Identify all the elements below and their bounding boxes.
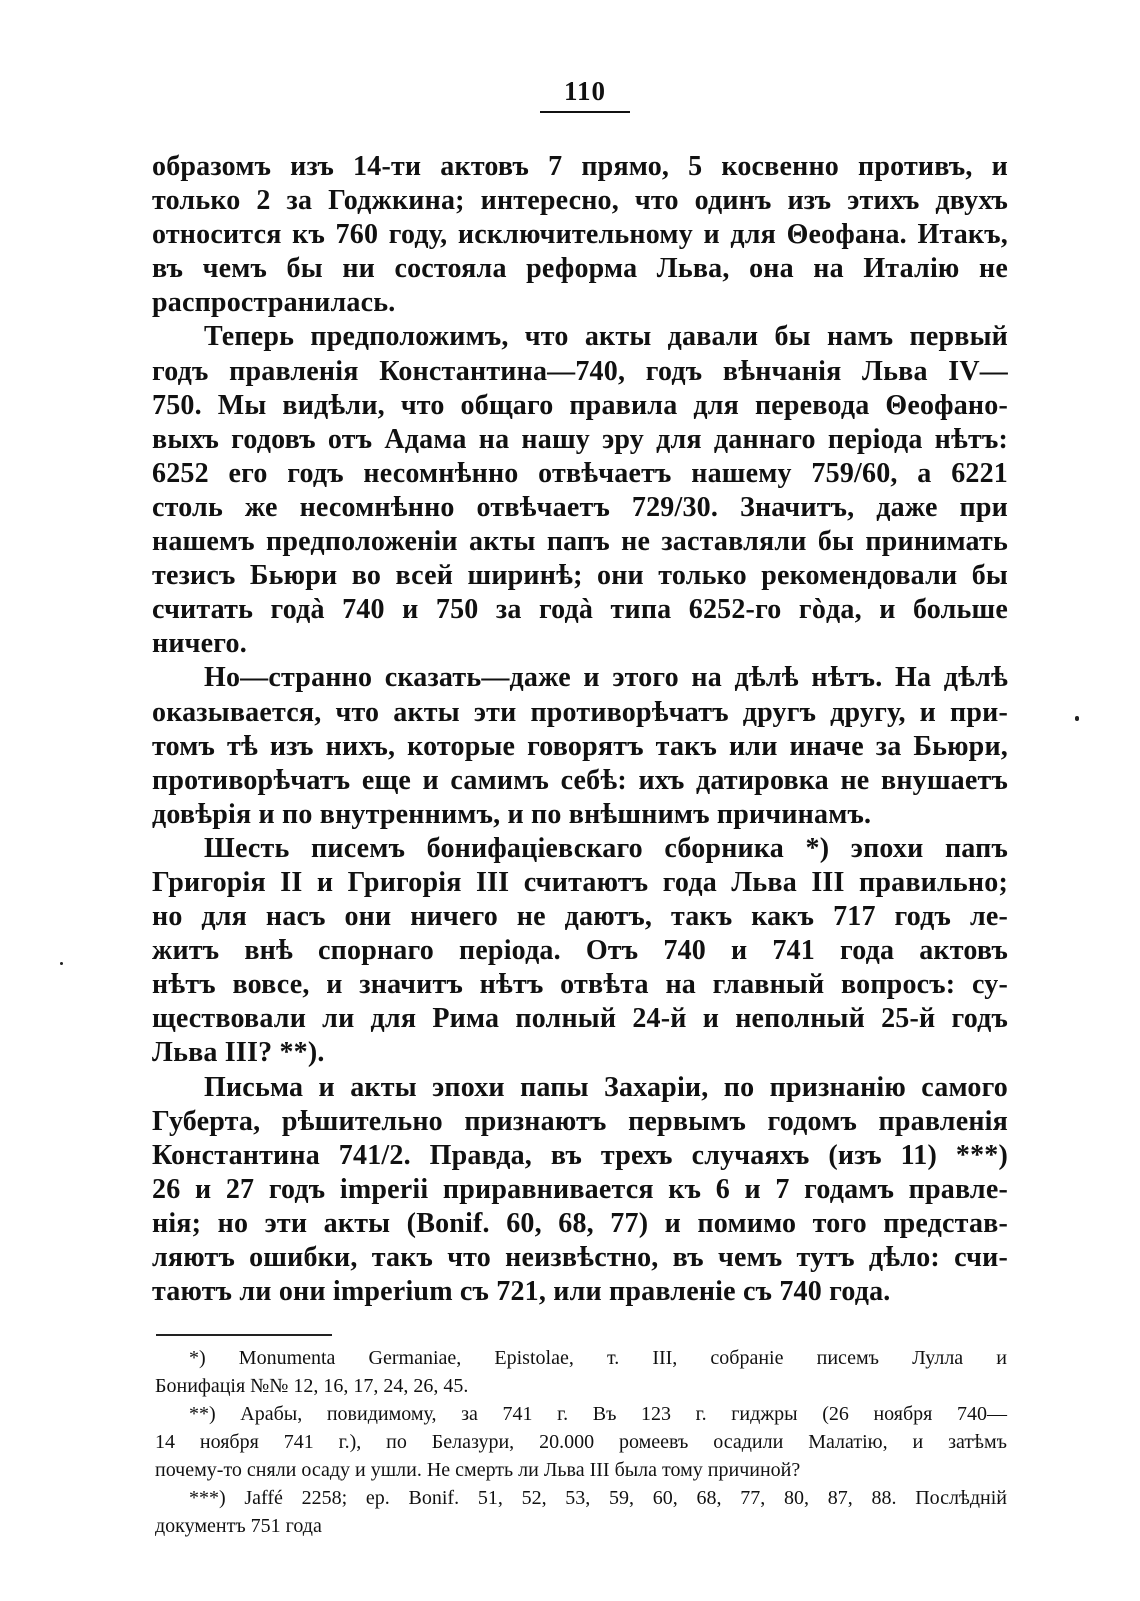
footnote-line: **) Арабы, повидимому, за 741 г. Въ 123 г. гиджры (26 ноября 740— <box>189 1403 1007 1425</box>
footnote-line: почему-то сняли осаду и ушли. Не смерть ли Льва III была тому причиной? <box>155 1459 801 1481</box>
text-line: Льва III? **). <box>152 1037 325 1069</box>
text-line: Губерта, рѣшительно признаютъ первымъ годомъ правленія <box>152 1105 1008 1137</box>
text-line: выхъ годовъ отъ Адама на нашу эру для даннаго періода нѣтъ: <box>152 423 1008 455</box>
scan-speck <box>1075 716 1079 721</box>
text-line: нашемъ предположеніи акты папъ не заставляли бы принимать <box>152 526 1008 558</box>
text-line: нѣтъ вовсе, и значитъ нѣтъ отвѣта на главный вопросъ: су- <box>152 969 1008 1001</box>
text-line: распространилась. <box>152 287 396 319</box>
text-line: 26 и 27 годъ imperii приравнивается къ 6 и 7 годамъ правле- <box>152 1173 1008 1205</box>
text-line: 6252 его годъ несомнѣнно отвѣчаетъ нашему 759/60, а 6221 <box>152 457 1008 489</box>
text-line: таютъ ли они imperium съ 721, или правленіе съ 740 года. <box>152 1276 891 1308</box>
main-text <box>152 150 1008 1309</box>
text-line: довѣрія и по внутреннимъ, и по внѣшнимъ причинамъ. <box>152 798 872 830</box>
text-line: тезисъ Бьюри во всей ширинѣ; они только рекомендовали бы <box>152 560 1008 592</box>
text-line: ляютъ ошибки, такъ что неизвѣстно, въ чемъ тутъ дѣло: счи- <box>152 1242 1008 1273</box>
paragraph-start-line: Но—странно сказать—даже и этого на дѣлѣ нѣтъ. На дѣлѣ <box>204 662 1008 694</box>
text-line: нія; но эти акты (Bonif. 60, 68, 77) и помимо того представ- <box>152 1207 1008 1239</box>
footnote-line: документъ 751 года <box>155 1515 322 1537</box>
text-line: ществовали ли для Рима полный 24-й и неполный 25-й годъ <box>152 1003 1008 1035</box>
text-line: ничего. <box>152 628 247 660</box>
text-line: противорѣчатъ еще и самимъ себѣ: ихъ датировка не внушаетъ <box>152 764 1008 796</box>
text-line: въ чемъ бы ни состояла реформа Льва, она на Италію не <box>152 253 1008 285</box>
text-line: но для насъ они ничего не даютъ, такъ какъ 717 годъ ле- <box>152 901 1008 933</box>
page-number: 110 <box>540 76 630 113</box>
text-line: столь же несомнѣнно отвѣчаетъ 729/30. Значитъ, даже при <box>152 491 1008 523</box>
footnote-line: ***) Jaffé 2258; ep. Bonif. 51, 52, 53, 59, 60, 68, 77, 80, 87, 88. Послѣдній <box>189 1487 1007 1509</box>
text-line: только 2 за Годжкина; интересно, что одинъ изъ этихъ двухъ <box>152 185 1008 217</box>
paragraph-start-line: Письма и акты эпохи папы Захаріи, по признанію самого <box>204 1071 1008 1103</box>
text-line: оказывается, что акты эти противорѣчатъ другъ другу, и при- <box>152 696 1008 728</box>
footnote-line: Бонифація №№ 12, 16, 17, 24, 26, 45. <box>155 1375 469 1397</box>
text-line: образомъ изъ 14-ти актовъ 7 прямо, 5 косвенно противъ, и <box>152 151 1008 182</box>
paragraph-start-line: Шесть писемъ бонифаціевскаго сборника *) эпохи папъ <box>204 832 1008 864</box>
text-line: томъ тѣ изъ нихъ, которые говорятъ такъ или иначе за Бьюри, <box>152 730 1008 762</box>
footnote-divider <box>156 1334 332 1336</box>
footnotes <box>155 1344 1007 1540</box>
text-line: житъ внѣ спорнаго періода. Отъ 740 и 741 года актовъ <box>152 935 1008 967</box>
text-line: относится къ 760 году, исключительному и для Θеофана. Итакъ, <box>152 219 1008 251</box>
text-line: 750. Мы видѣли, что общаго правила для перевода Θеофано- <box>152 389 1008 421</box>
paragraph-start-line: Теперь предположимъ, что акты давали бы намъ первый <box>204 321 1008 353</box>
footnote-line: 14 ноября 741 г.), по Белазури, 20.000 ромеевъ осадили Малатію, и затѣмъ <box>155 1431 1007 1453</box>
text-line: Григорія II и Григорія III считаютъ года Льва III правильно; <box>152 866 1008 898</box>
text-line: годъ правленія Константина—740, годъ вѣнчанія Льва IV— <box>152 355 1008 387</box>
footnote-line: *) Monumenta Germaniae, Epistolae, т. III, собраніе писемъ Лулла и <box>189 1347 1007 1369</box>
scan-speck <box>60 962 63 965</box>
text-line: Константина 741/2. Правда, въ трехъ случаяхъ (изъ 11) ***) <box>152 1139 1008 1171</box>
text-line: считать годà 740 и 750 за годà типа 6252-го гòда, и больше <box>152 594 1008 626</box>
